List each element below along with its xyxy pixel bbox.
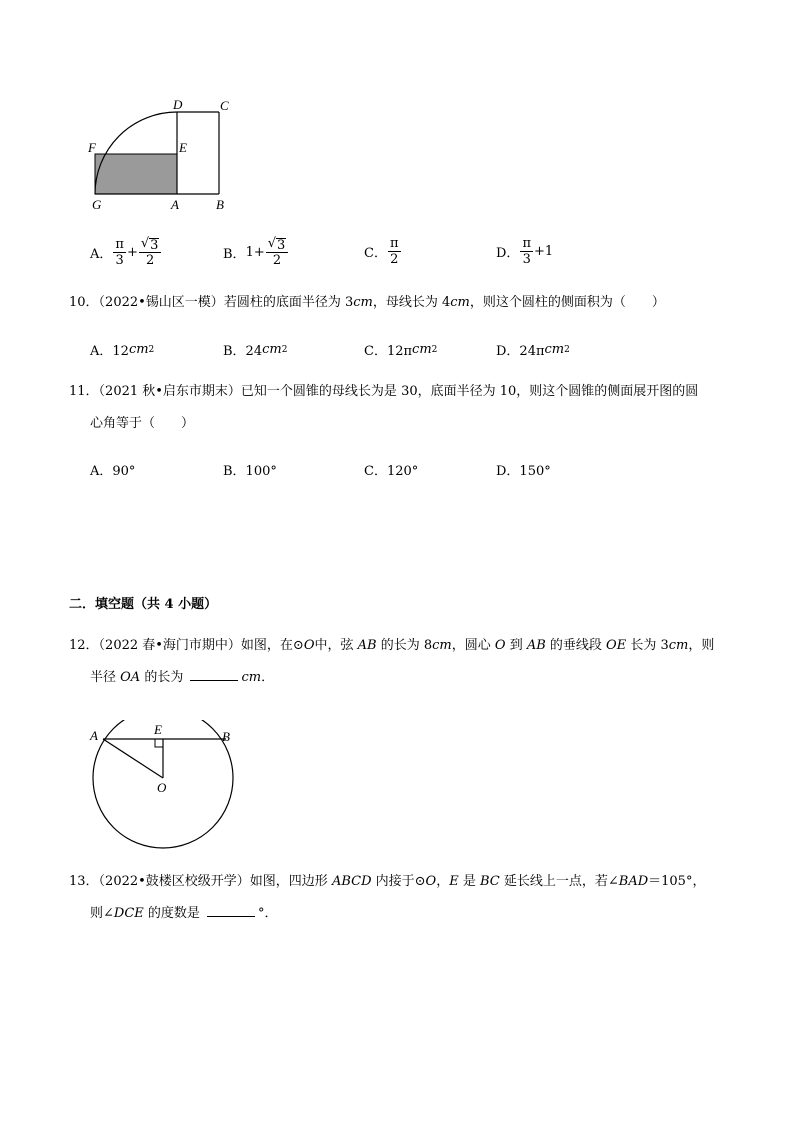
var: O — [494, 638, 506, 653]
text: 的垂线段 — [545, 638, 607, 653]
option-text: D．24π — [496, 344, 545, 359]
question-11 — [69, 376, 729, 440]
label-b: B — [216, 197, 224, 212]
sqrt-icon: √ 3 — [140, 236, 159, 253]
option-text: C．12π — [364, 344, 413, 359]
text: 中，弦 — [314, 638, 358, 653]
text: 则∠ — [90, 906, 114, 921]
question-number: 11． — [69, 384, 99, 399]
question-number: 13． — [69, 874, 99, 889]
fraction — [266, 236, 289, 268]
segment-oa — [103, 739, 163, 778]
text: （2022 春•海门市期中）如图，在⊙ — [98, 638, 304, 653]
option-prefix: C． — [364, 246, 387, 261]
text: 延长线上一点，若∠ — [499, 874, 619, 889]
option-tail: +1 — [533, 244, 554, 259]
question-10 — [69, 287, 729, 319]
option-prefix: A． — [90, 246, 113, 262]
unit: cm — [262, 342, 282, 357]
rectangle-arc-diagram — [86, 96, 236, 216]
var: AB — [357, 638, 377, 653]
denominator: 2 — [145, 253, 155, 268]
answer-blank[interactable] — [190, 668, 238, 681]
var: E — [449, 874, 459, 889]
question-source: （2022•锡山区一模） — [98, 295, 224, 310]
numerator: π — [389, 236, 399, 251]
right-angle-mark — [155, 739, 163, 747]
var: O — [303, 638, 315, 653]
question-12 — [69, 630, 729, 694]
text: 的度数是 — [143, 906, 205, 921]
q9-option-c[interactable] — [364, 236, 402, 267]
denominator: 2 — [272, 253, 282, 268]
var: O — [425, 874, 437, 889]
text: ． — [261, 670, 275, 685]
text: °． — [258, 906, 278, 921]
text: ， — [436, 874, 450, 889]
q10-option-b[interactable]: B．24 cm 2 — [223, 342, 288, 359]
label-g: G — [92, 197, 102, 212]
unit: cm — [668, 638, 689, 653]
text: 若圆柱的底面半径为 3 — [223, 295, 354, 310]
unit: cm — [450, 295, 470, 310]
shaded-rectangle — [95, 154, 177, 194]
option-lead: 1+ — [245, 244, 265, 260]
var: OA — [120, 670, 141, 685]
answer-blank[interactable] — [207, 904, 255, 917]
figure-question-12 — [86, 720, 246, 850]
option-text: B．24 — [223, 344, 263, 359]
numerator — [139, 236, 162, 253]
text: ，母线长为 4 — [372, 295, 451, 310]
var: BAD — [618, 874, 649, 889]
label-a: A — [171, 197, 179, 212]
radicand: 3 — [277, 238, 286, 253]
q9-option-b[interactable] — [223, 236, 289, 268]
unit: cm — [544, 342, 565, 357]
text: 内接于⊙ — [371, 874, 426, 889]
label-d: D — [173, 97, 183, 112]
label-f: F — [88, 140, 96, 155]
fraction — [388, 236, 401, 267]
var: ABCD — [331, 874, 372, 889]
radicand: 3 — [150, 238, 159, 253]
question-number: 12． — [69, 638, 99, 653]
text: 半径 — [90, 670, 121, 685]
q9-option-d[interactable] — [496, 236, 553, 267]
unit: cm — [432, 638, 452, 653]
numerator: π — [115, 236, 124, 252]
text: （2022•鼓楼区校级开学）如图，四边形 — [98, 874, 332, 889]
var: DCE — [113, 906, 144, 921]
option-prefix: D． — [496, 246, 520, 261]
fraction — [520, 236, 533, 267]
q10-option-d[interactable]: D．24π cm 2 — [496, 342, 570, 359]
numerator — [266, 236, 289, 253]
question-number: 10． — [69, 295, 99, 310]
var: OE — [606, 638, 627, 653]
text: ＝105°， — [648, 874, 706, 889]
var: AB — [526, 638, 546, 653]
option-text: A．12 — [90, 344, 129, 359]
plus-sign: + — [126, 244, 138, 260]
q11-option-c[interactable]: C．120° — [364, 464, 419, 479]
question-text-line1: （2021 秋•启东市期末）已知一个圆锥的母线长为是 30，底面半径为 10，则这个圆锥的侧面展开图的圆 — [98, 384, 699, 399]
label-e: E — [154, 722, 162, 737]
figure-question-9 — [86, 96, 236, 216]
text: 的长为 8 — [376, 638, 433, 653]
question-text-line2: 心角等于（ ） — [90, 416, 195, 431]
option-prefix: B． — [223, 246, 246, 262]
text: 的长为 — [140, 670, 188, 685]
fraction — [113, 237, 126, 268]
denominator: 3 — [115, 252, 124, 268]
q11-option-b[interactable]: B．100° — [223, 464, 277, 479]
numerator: π — [522, 236, 531, 251]
q11-option-d[interactable]: D．150° — [496, 464, 551, 479]
text: 到 — [505, 638, 527, 653]
denominator: 2 — [390, 252, 399, 267]
section-title-fill-in: 二．填空题（共 4 小题） — [69, 597, 218, 612]
q10-option-c[interactable]: C．12π cm 2 — [364, 342, 438, 359]
sqrt-icon: √ 3 — [267, 236, 286, 253]
q11-option-a[interactable]: A．90° — [90, 464, 136, 479]
fraction — [139, 236, 162, 268]
label-e: E — [179, 140, 187, 155]
unit: cm — [128, 342, 149, 357]
text: 长为 3 — [626, 638, 669, 653]
text: 是 — [458, 874, 480, 889]
unit: cm — [353, 295, 373, 310]
text: ，则 — [688, 638, 715, 653]
text: ，圆心 — [451, 638, 495, 653]
q10-option-a[interactable]: A．12 cm 2 — [90, 342, 155, 359]
text: ，则这个圆柱的侧面积为（ ） — [469, 295, 665, 310]
label-a: A — [90, 728, 98, 743]
var: BC — [479, 874, 500, 889]
denominator: 3 — [522, 252, 531, 267]
q9-option-a[interactable] — [90, 236, 162, 268]
unit: cm — [241, 670, 262, 685]
question-13 — [69, 866, 729, 930]
label-o: O — [157, 780, 167, 795]
unit: cm — [412, 342, 432, 357]
label-c: C — [220, 98, 229, 113]
label-b: B — [222, 729, 230, 744]
